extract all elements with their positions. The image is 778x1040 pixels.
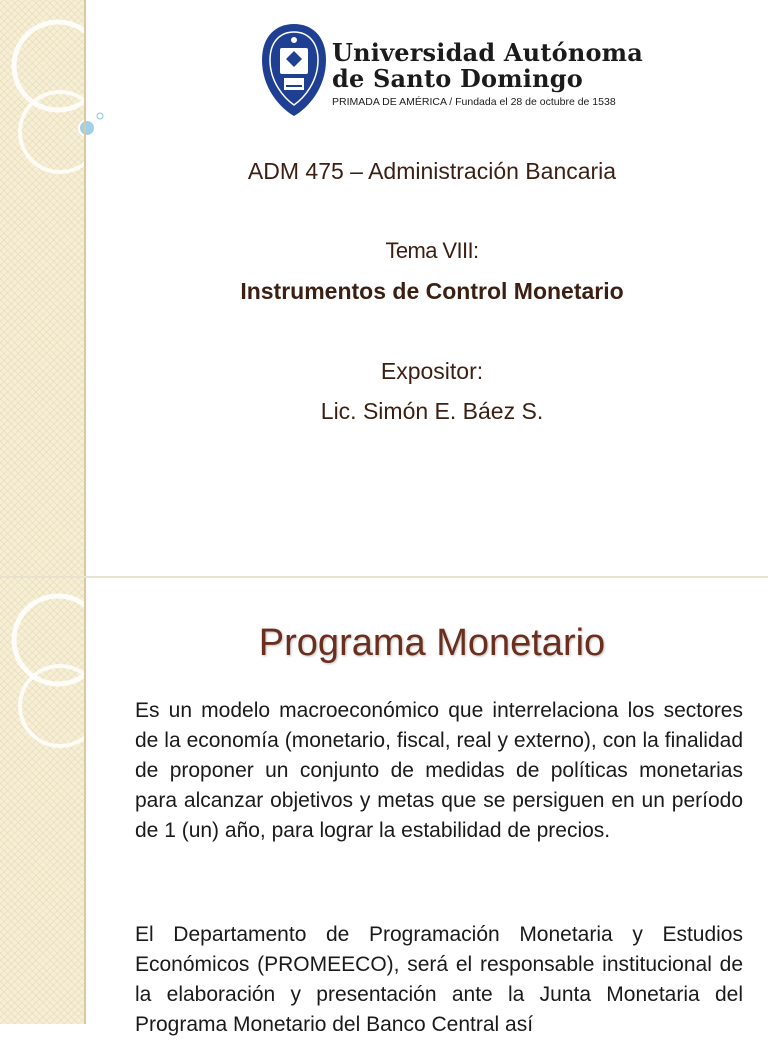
university-seal-icon [258, 22, 330, 118]
university-name-line2: de Santo Domingo [332, 64, 583, 93]
university-tagline: PRIMADA DE AMÉRICA / Fundada el 28 de octubre de 1538 [332, 96, 616, 108]
university-logo [258, 22, 644, 118]
paragraph-definition: Es un modelo macroeconómico que interrelaciona los sectores de la economía (monetario, fiscal, real y externo), con la finalidad de proponer un conjunto de medidas de políticas monetarias para alcanzar objetivos y metas que se persiguen en un período de 1 (un) año, para lograr la estabilidad de precios. [135, 699, 743, 842]
university-name-line1: Universidad Autónoma [332, 38, 644, 67]
slide-title: Programa Monetario [258, 622, 606, 664]
topic-number: Tema VIII: [385, 238, 479, 263]
decorative-side-band [0, 0, 86, 576]
course-title: ADM 475 – Administración Bancaria [247, 158, 617, 184]
presenter-name: Lic. Simón E. Báez S. [320, 398, 544, 424]
presenter-label: Expositor: [380, 358, 484, 384]
topic-title: Instrumentos de Control Monetario [240, 278, 624, 304]
decorative-side-band [0, 578, 86, 1024]
paragraph-responsible: El Departamento de Programación Monetaria y Estudios Económicos (PROMEECO), será el responsable institucional de la elaboración y presentación ante la Junta Monetaria del Programa Monetario del Banco Central así [135, 923, 743, 1036]
content-slide [0, 578, 768, 1036]
